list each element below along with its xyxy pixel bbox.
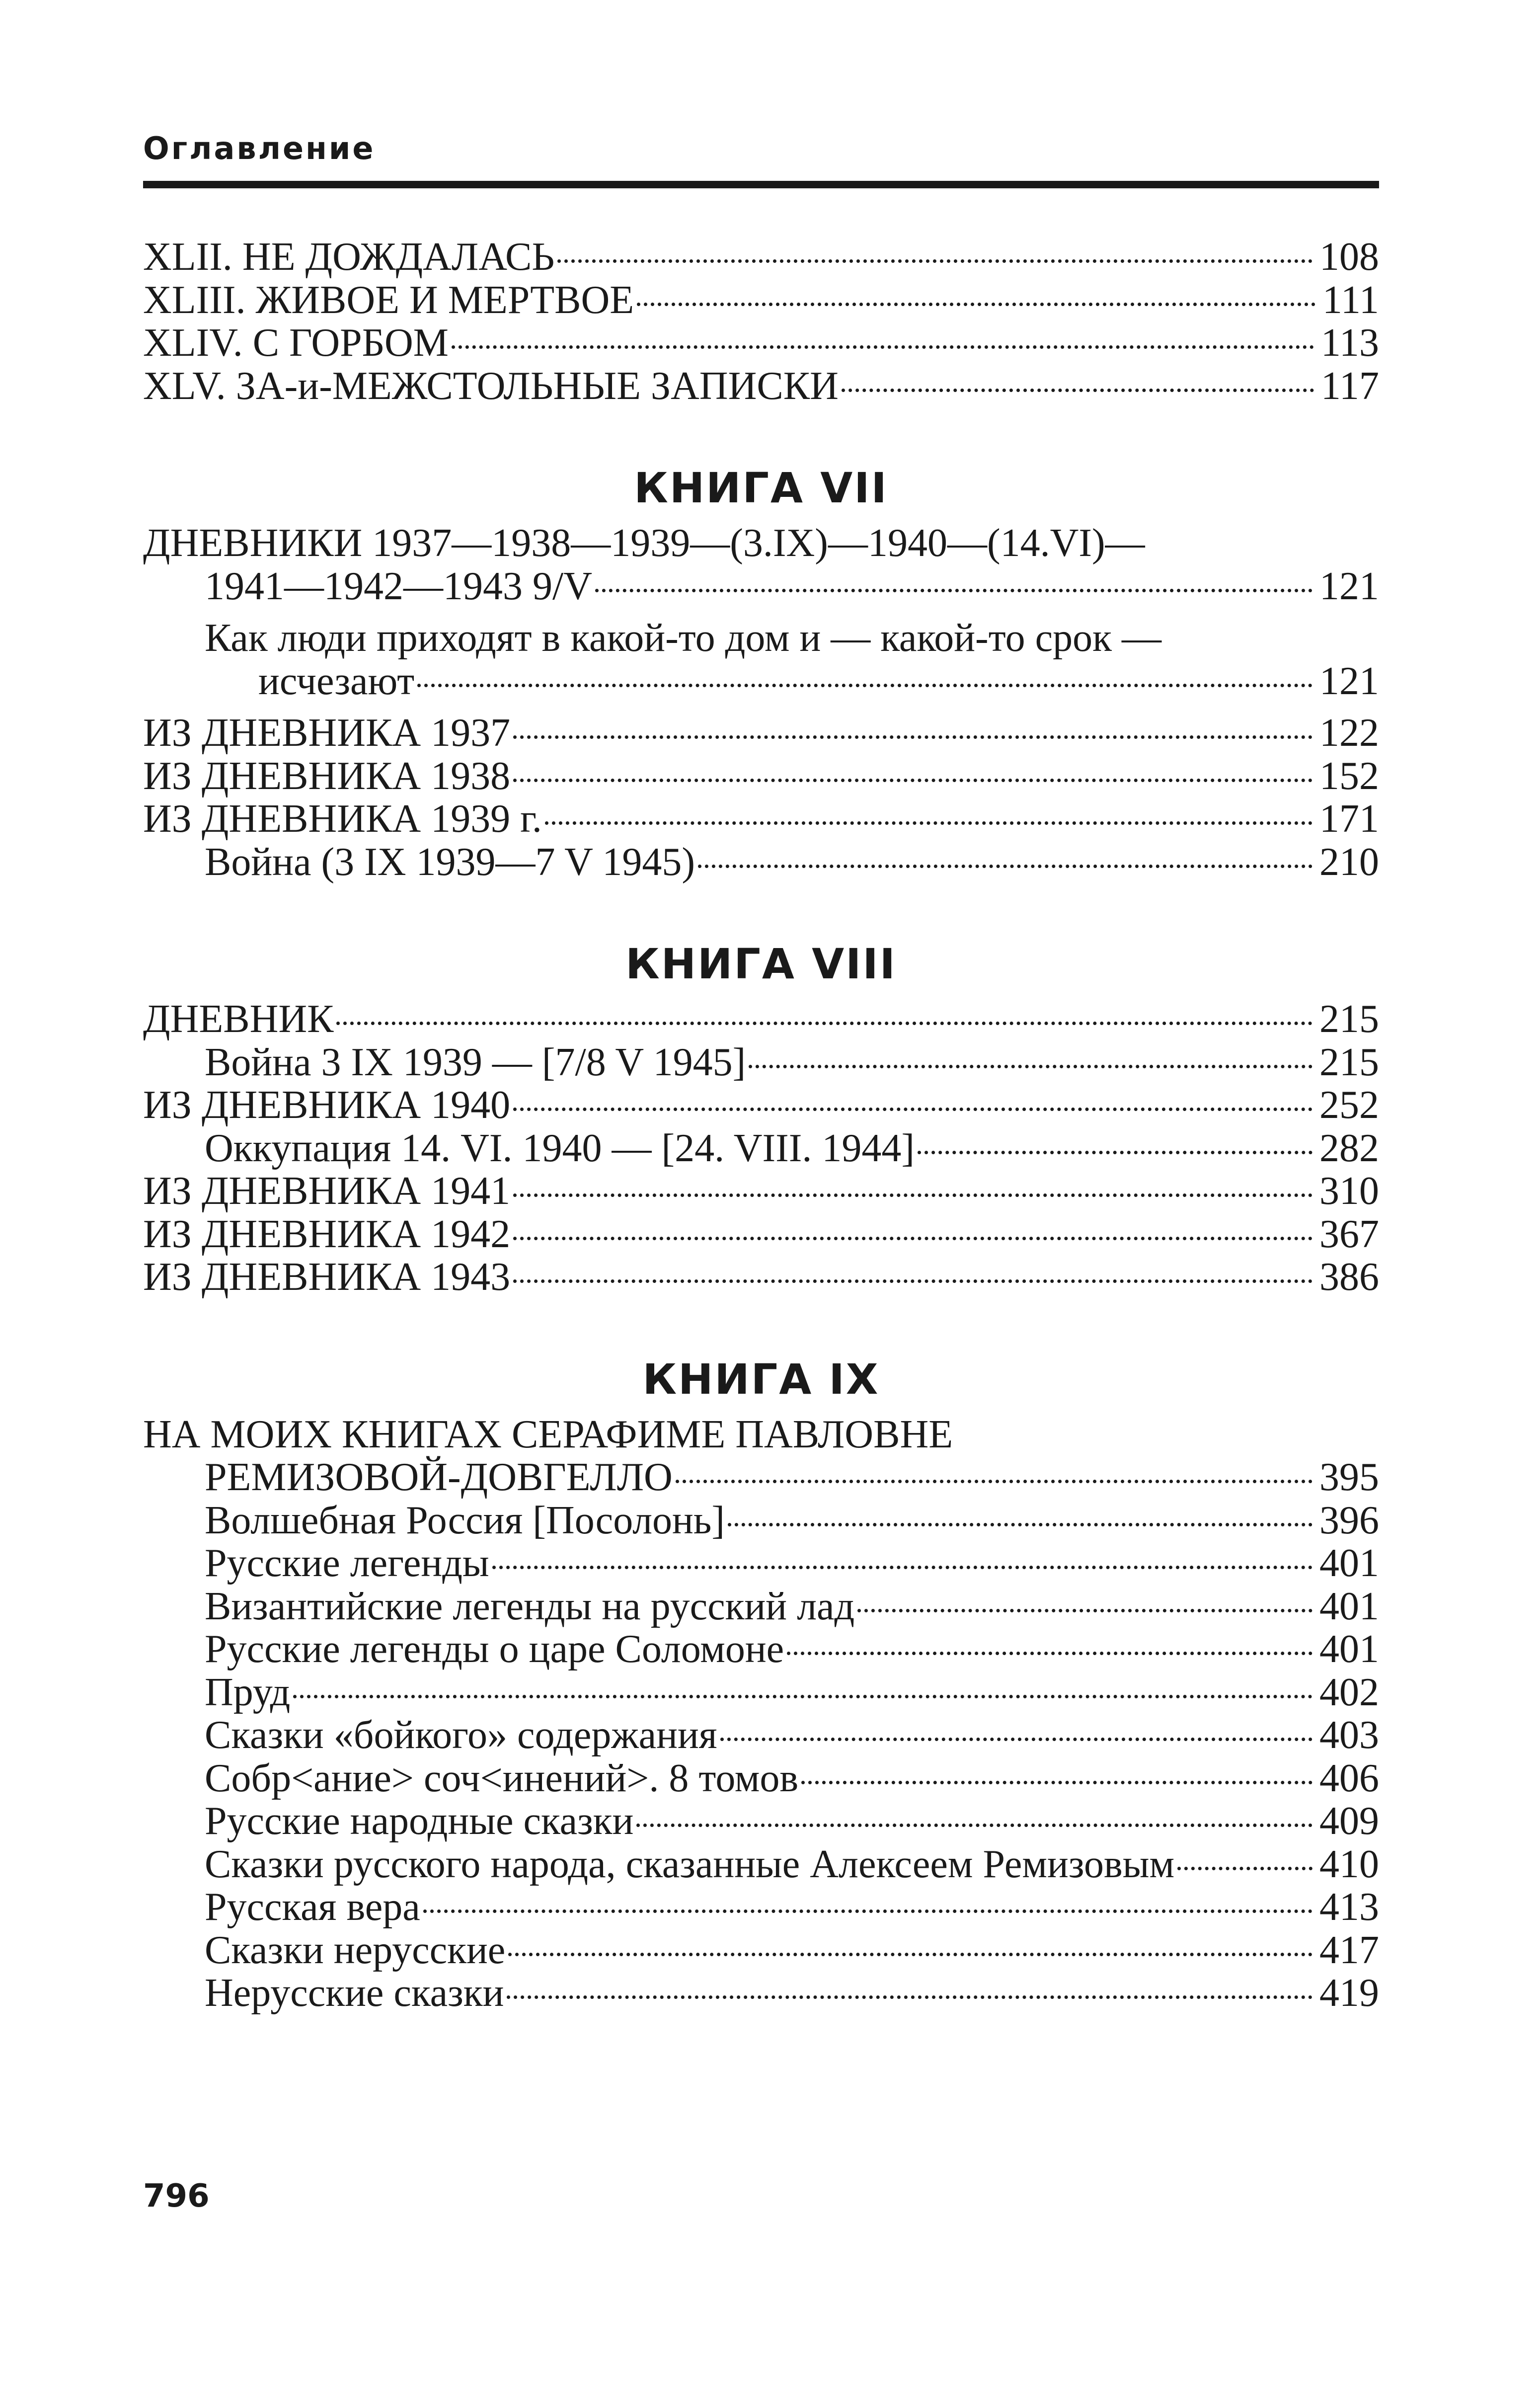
book-heading: КНИГА VIII bbox=[625, 940, 897, 988]
toc-entry bbox=[143, 1886, 1379, 1929]
toc-entry-title: ИЗ ДНЕВНИКА 1939 г. bbox=[143, 797, 542, 841]
toc-entry bbox=[143, 1757, 1379, 1800]
toc-entry bbox=[143, 1213, 1379, 1256]
dot-leader bbox=[492, 1566, 1312, 1569]
toc-entry-title: Война 3 IX 1939 — [7/8 V 1945] bbox=[205, 1040, 746, 1084]
toc-entry-page: 117 bbox=[1320, 364, 1379, 408]
toc-section-book-7 bbox=[143, 522, 1379, 883]
dot-leader bbox=[787, 1652, 1312, 1655]
toc-entry-title: Русские легенды bbox=[205, 1541, 489, 1585]
toc-entry-page: 417 bbox=[1319, 1928, 1379, 1972]
toc-entry-title: Византийские легенды на русский лад bbox=[205, 1584, 855, 1628]
dot-leader bbox=[513, 1193, 1312, 1197]
toc-entry bbox=[143, 1929, 1379, 1972]
book-heading: КНИГА IX bbox=[642, 1354, 880, 1404]
toc-entry bbox=[143, 279, 1379, 322]
toc-entry-page: 108 bbox=[1319, 235, 1379, 279]
dot-leader bbox=[508, 1953, 1312, 1956]
toc-entry-page: 171 bbox=[1319, 797, 1379, 841]
toc-entry-title: Волшебная Россия [Посолонь] bbox=[205, 1498, 725, 1542]
dot-leader bbox=[676, 1480, 1312, 1483]
toc-section-book-8 bbox=[143, 998, 1379, 1299]
toc-entry-title: ДНЕВНИК bbox=[143, 997, 334, 1041]
toc-entry-page: 406 bbox=[1319, 1756, 1379, 1800]
toc-entry bbox=[143, 1084, 1379, 1127]
toc-entry bbox=[143, 660, 1379, 703]
toc-entry-title: XLIV. С ГОРБОМ bbox=[143, 321, 449, 365]
toc-entry bbox=[143, 365, 1379, 408]
dot-leader bbox=[417, 684, 1312, 687]
toc-entry-page: 310 bbox=[1319, 1169, 1379, 1213]
toc-entry-title-line: ДНЕВНИКИ 1937—1938—1939—(3.IX)—1940—(14.VI)— bbox=[143, 521, 1145, 565]
book-heading: КНИГА VII bbox=[634, 464, 888, 512]
running-head: Оглавление bbox=[143, 130, 376, 166]
toc-entry-title: Пруд bbox=[205, 1670, 291, 1714]
toc-entry-title: Русские народные сказки bbox=[205, 1799, 634, 1843]
toc-entry-page: 367 bbox=[1319, 1212, 1379, 1256]
toc-entry bbox=[143, 755, 1379, 798]
toc-section-continued bbox=[143, 236, 1379, 407]
toc-entry-page: 282 bbox=[1319, 1126, 1379, 1170]
toc-entry-page: 396 bbox=[1319, 1498, 1379, 1542]
toc-entry bbox=[143, 236, 1379, 279]
toc-entry-title: ИЗ ДНЕВНИКА 1941 bbox=[143, 1169, 511, 1213]
toc-entry-title-line: Как люди приходят в какой-то дом и — какой-то срок — bbox=[205, 616, 1161, 660]
toc-section-book-9 bbox=[143, 1413, 1379, 2015]
toc-entry-title: Оккупация 14. VI. 1940 — [24. VIII. 1944] bbox=[205, 1126, 915, 1170]
dot-leader bbox=[1177, 1867, 1312, 1870]
dot-leader bbox=[513, 735, 1312, 739]
toc-entry bbox=[143, 1041, 1379, 1084]
dot-leader bbox=[557, 259, 1312, 263]
dot-leader bbox=[336, 1022, 1312, 1025]
toc-entry bbox=[143, 1542, 1379, 1585]
toc-entry bbox=[143, 1671, 1379, 1714]
toc-entry-page: 419 bbox=[1319, 1971, 1379, 2015]
dot-leader bbox=[545, 821, 1312, 825]
toc-entry bbox=[143, 712, 1379, 755]
toc-entry-title: Сказки русского народа, сказанные Алексеем Ремизовым bbox=[205, 1842, 1175, 1886]
toc-entry-title: Русские легенды о царе Соломоне bbox=[205, 1627, 784, 1671]
toc-entry bbox=[143, 1127, 1379, 1170]
toc-entry-page: 111 bbox=[1322, 278, 1379, 322]
dot-leader bbox=[595, 589, 1312, 592]
toc-entry-page: 121 bbox=[1319, 564, 1379, 608]
toc-entry-title-line: 1941—1942—1943 9/V bbox=[205, 564, 592, 608]
toc-entry-title: XLV. ЗА-и-МЕЖСТОЛЬНЫЕ ЗАПИСКИ bbox=[143, 364, 839, 408]
dot-leader bbox=[698, 865, 1312, 868]
dot-leader bbox=[720, 1738, 1312, 1741]
toc-entry-page: 413 bbox=[1319, 1885, 1379, 1929]
dot-leader bbox=[918, 1151, 1312, 1154]
toc-entry bbox=[143, 1256, 1379, 1299]
toc-entry-page: 403 bbox=[1319, 1713, 1379, 1757]
toc-entry bbox=[143, 1843, 1379, 1886]
table-of-contents bbox=[143, 236, 1379, 2015]
toc-entry bbox=[143, 1972, 1379, 2015]
toc-entry-page: 402 bbox=[1319, 1670, 1379, 1714]
toc-entry-title: Русская вера bbox=[205, 1885, 420, 1929]
dot-leader bbox=[857, 1609, 1312, 1612]
toc-entry-title: ИЗ ДНЕВНИКА 1942 bbox=[143, 1212, 511, 1256]
dot-leader bbox=[513, 779, 1312, 782]
page-number: 796 bbox=[143, 2178, 210, 2215]
toc-entry-title-line: РЕМИЗОВОЙ-ДОВГЕЛЛО bbox=[205, 1455, 673, 1499]
toc-entry-title: ИЗ ДНЕВНИКА 1938 bbox=[143, 754, 511, 798]
toc-entry-page: 401 bbox=[1319, 1584, 1379, 1628]
toc-entry bbox=[143, 1499, 1379, 1542]
toc-entry bbox=[143, 321, 1379, 365]
dot-leader bbox=[728, 1523, 1312, 1526]
toc-entry bbox=[143, 1170, 1379, 1213]
dot-leader bbox=[513, 1108, 1312, 1111]
toc-entry-title: ИЗ ДНЕВНИКА 1940 bbox=[143, 1083, 511, 1127]
toc-entry-title: XLIII. ЖИВОЕ И МЕРТВОЕ bbox=[143, 278, 634, 322]
dot-leader bbox=[507, 1995, 1312, 1999]
dot-leader bbox=[636, 1824, 1312, 1827]
dot-leader bbox=[749, 1065, 1312, 1068]
toc-entry-title: Сказки «бойкого» содержания bbox=[205, 1713, 717, 1757]
dot-leader bbox=[637, 303, 1315, 306]
toc-entry-page: 210 bbox=[1319, 840, 1379, 884]
toc-entry-page: 401 bbox=[1319, 1541, 1379, 1585]
toc-entry-title-line: НА МОИХ КНИГАХ СЕРАФИМЕ ПАВЛОВНЕ bbox=[143, 1412, 953, 1456]
toc-entry-page: 122 bbox=[1319, 711, 1379, 755]
toc-entry bbox=[143, 1800, 1379, 1843]
dot-leader bbox=[513, 1237, 1312, 1240]
toc-entry bbox=[143, 565, 1379, 608]
toc-entry-page: 152 bbox=[1319, 754, 1379, 798]
toc-entry-title: ИЗ ДНЕВНИКА 1937 bbox=[143, 711, 511, 755]
dot-leader bbox=[293, 1695, 1312, 1698]
toc-entry-page: 215 bbox=[1319, 997, 1379, 1041]
toc-entry bbox=[143, 1628, 1379, 1671]
toc-entry bbox=[143, 797, 1379, 841]
toc-entry bbox=[143, 1456, 1379, 1499]
toc-entry-title: Нерусские сказки bbox=[205, 1971, 504, 2015]
toc-entry-title: ИЗ ДНЕВНИКА 1943 bbox=[143, 1255, 511, 1299]
toc-entry-page: 113 bbox=[1320, 321, 1379, 365]
toc-entry-page: 409 bbox=[1319, 1799, 1379, 1843]
dot-leader bbox=[513, 1279, 1312, 1283]
dot-leader bbox=[423, 1909, 1312, 1913]
toc-entry-title: Война (3 IX 1939—7 V 1945) bbox=[205, 840, 695, 884]
toc-entry bbox=[143, 1585, 1379, 1628]
dot-leader bbox=[452, 345, 1314, 349]
toc-entry-page: 215 bbox=[1319, 1040, 1379, 1084]
toc-entry-title-line: исчезают bbox=[258, 659, 415, 703]
toc-entry-page: 401 bbox=[1319, 1627, 1379, 1671]
toc-entry bbox=[143, 841, 1379, 884]
dot-leader bbox=[842, 389, 1314, 392]
toc-entry-title: Сказки нерусские bbox=[205, 1928, 506, 1972]
toc-entry bbox=[143, 1714, 1379, 1757]
dot-leader bbox=[801, 1781, 1312, 1784]
toc-entry-page: 121 bbox=[1319, 659, 1379, 703]
toc-entry bbox=[143, 998, 1379, 1041]
toc-entry-page: 386 bbox=[1319, 1255, 1379, 1299]
toc-entry-title: Собр<ание> соч<инений>. 8 томов bbox=[205, 1756, 799, 1800]
toc-entry-page: 252 bbox=[1319, 1083, 1379, 1127]
toc-entry-page: 410 bbox=[1319, 1842, 1379, 1886]
toc-entry-title: XLII. НЕ ДОЖДАЛАСЬ bbox=[143, 235, 555, 279]
header-rule bbox=[143, 181, 1379, 188]
toc-entry-page: 395 bbox=[1319, 1455, 1379, 1499]
